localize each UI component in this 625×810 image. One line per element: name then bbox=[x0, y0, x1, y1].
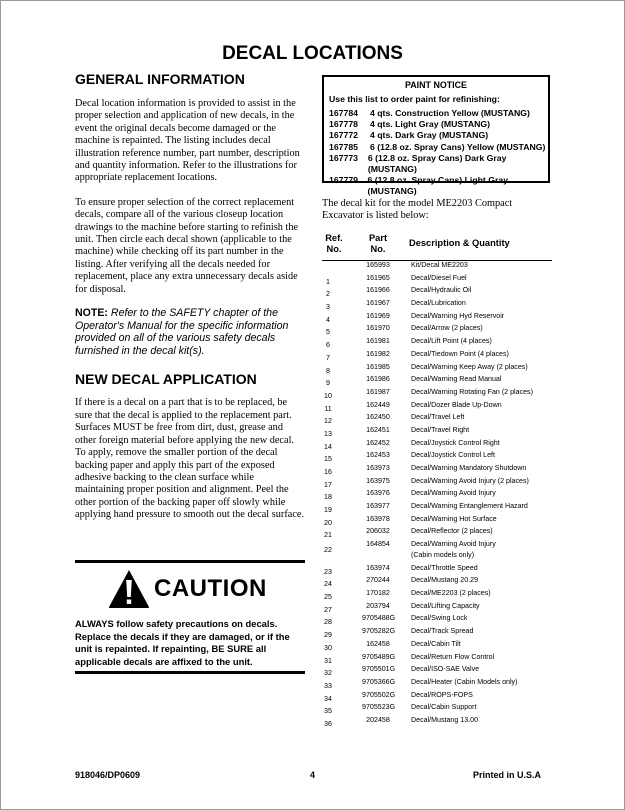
decal-description: Decal/Return Flow Control bbox=[411, 652, 495, 661]
part-number: 163973 bbox=[366, 464, 390, 472]
ref-number: 10 bbox=[324, 391, 332, 400]
general-information-heading: GENERAL INFORMATION bbox=[75, 71, 245, 87]
paint-item bbox=[329, 175, 548, 197]
part-number: 206032 bbox=[366, 527, 390, 536]
paint-description: 4 qts. Construction Yellow (MUSTANG) bbox=[370, 108, 530, 118]
table-row bbox=[322, 502, 552, 515]
table-row bbox=[322, 299, 552, 312]
decal-description: Decal/Warning Entanglement Hazard bbox=[411, 502, 528, 511]
table-row bbox=[322, 614, 552, 627]
safety-note bbox=[75, 307, 305, 357]
part-number: 163974 bbox=[366, 563, 390, 572]
table-row bbox=[322, 653, 552, 666]
paint-item bbox=[329, 130, 548, 141]
decal-description: Decal/Throttle Speed bbox=[411, 563, 478, 572]
paint-notice-subtitle: Use this list to order paint for refinishing: bbox=[329, 94, 500, 104]
paint-part-number: 167772 bbox=[329, 130, 358, 141]
decal-description: Decal/Joystick Control Right bbox=[411, 438, 500, 447]
decal-description: Decal/Warning Avoid Injury bbox=[411, 540, 496, 549]
ref-number: 14 bbox=[324, 442, 332, 451]
left-column bbox=[75, 71, 305, 522]
caution-text: ALWAYS follow safety precautions on decals. Replace the decals if they are damaged, or if the unit is repainted. If repainting, BE SURE all applicable decals are affixed to the unit. bbox=[75, 618, 290, 667]
ref-number: 25 bbox=[324, 593, 332, 602]
table-row bbox=[322, 678, 552, 691]
decal-description: Decal/ISO-SAE Valve bbox=[411, 665, 480, 674]
ref-number: 30 bbox=[324, 643, 332, 652]
table-row bbox=[322, 286, 552, 299]
ref-number: 11 bbox=[324, 404, 332, 413]
part-number: 161969 bbox=[366, 311, 390, 320]
table-row bbox=[322, 464, 552, 477]
ref-number: 17 bbox=[324, 480, 332, 489]
ref-number: 6 bbox=[326, 341, 330, 350]
ref-number: 2 bbox=[326, 290, 330, 299]
ref-number: 32 bbox=[324, 669, 332, 678]
ref-number: 24 bbox=[324, 580, 332, 589]
decal-description: Decal/Warning Rotating Fan (2 places) bbox=[411, 387, 533, 396]
ref-number: 34 bbox=[324, 694, 332, 703]
part-number: 270244 bbox=[366, 576, 390, 585]
footer-printed-in: Printed in U.S.A bbox=[473, 770, 542, 780]
paint-item bbox=[329, 119, 548, 130]
part-number: 9705523G bbox=[362, 703, 396, 712]
part-number: 9705489G bbox=[362, 652, 396, 661]
ref-number: 19 bbox=[324, 506, 332, 515]
paint-description: 6 (12.8 oz. Spray Cans) Dark Gray (MUSTANG) bbox=[367, 152, 507, 175]
part-number: 161965 bbox=[366, 273, 390, 282]
ref-number: 22 bbox=[324, 546, 332, 555]
paint-item bbox=[329, 153, 548, 175]
paint-part-number: 167773 bbox=[329, 152, 358, 163]
ref-number: 35 bbox=[324, 707, 332, 716]
table-row bbox=[322, 401, 552, 414]
part-number: 161981 bbox=[366, 337, 390, 346]
part-number: 161970 bbox=[366, 324, 390, 333]
paint-part-number: 167785 bbox=[329, 141, 358, 152]
paint-item bbox=[329, 142, 548, 153]
decal-description: Decal/Hydraulic Oil bbox=[411, 286, 472, 295]
table-row bbox=[322, 602, 552, 615]
part-number: 161985 bbox=[366, 362, 390, 371]
part-number: 203794 bbox=[366, 601, 390, 610]
table-row bbox=[322, 665, 552, 678]
ref-number: 7 bbox=[326, 353, 330, 362]
general-paragraph-2: To ensure proper selection of the correct replacement decals, compare all of the various closeup location drawings to the machine before starting to refinish the unit. Then circle each decal shown (applicable to the machine) while checking off its part number in the listing. After verifying all the decals needed for replacement, place any extra unnecessary decals aside for disposal. bbox=[75, 196, 299, 295]
table-row bbox=[322, 261, 552, 274]
ref-number: 27 bbox=[324, 605, 332, 614]
decal-description: Decal/Tiedown Point (4 places) bbox=[411, 349, 509, 358]
table-row bbox=[322, 426, 552, 439]
ref-number: 1 bbox=[326, 277, 330, 286]
table-row bbox=[322, 375, 552, 388]
warning-triangle-icon bbox=[108, 569, 150, 609]
paint-description: 6 (12.8 oz. Spray Cans) Yellow (MUSTANG) bbox=[370, 141, 546, 152]
part-number: 161986 bbox=[366, 375, 390, 384]
ref-number: 28 bbox=[324, 618, 332, 627]
ref-number: 36 bbox=[324, 719, 332, 728]
footer-doc-number: 918046/DP0609 bbox=[75, 770, 141, 780]
note-label: NOTE: bbox=[75, 307, 108, 320]
table-row bbox=[322, 312, 552, 325]
ref-column-header bbox=[322, 233, 346, 255]
table-row bbox=[322, 716, 552, 729]
paint-item bbox=[329, 108, 548, 119]
part-column-header bbox=[362, 233, 394, 255]
table-row bbox=[322, 274, 552, 287]
part-number: 202458 bbox=[366, 715, 390, 724]
decal-description: Decal/Warning Avoid Injury bbox=[411, 489, 496, 498]
decal-description: Decal/Lift Point (4 places) bbox=[411, 337, 492, 346]
table-row bbox=[322, 564, 552, 577]
part-header-line-1: Part bbox=[368, 233, 388, 243]
ref-number: 15 bbox=[324, 455, 332, 464]
paint-list bbox=[324, 108, 548, 198]
part-number: 9705501G bbox=[362, 665, 396, 674]
ref-number: 8 bbox=[326, 366, 330, 375]
part-header-line-2: No. bbox=[370, 244, 386, 254]
decal-description: Decal/Lubrication bbox=[411, 299, 466, 308]
paint-notice-title: PAINT NOTICE bbox=[405, 80, 467, 90]
decal-description: Decal/ME2203 (2 places) bbox=[411, 589, 491, 598]
part-number: 9705502G bbox=[362, 690, 396, 699]
decal-description: Decal/Mustang 20.29 bbox=[411, 576, 479, 585]
part-number: 9705282G bbox=[362, 627, 396, 636]
ref-number: 33 bbox=[324, 681, 332, 690]
table-row bbox=[322, 515, 552, 528]
ref-number: 13 bbox=[324, 429, 332, 438]
table-row bbox=[322, 589, 552, 602]
part-number: 163977 bbox=[366, 502, 390, 511]
part-number: 162449 bbox=[366, 400, 390, 409]
ref-number: 18 bbox=[324, 493, 332, 502]
ref-number: 12 bbox=[324, 417, 332, 426]
decal-table-header bbox=[322, 233, 552, 261]
ref-number: 9 bbox=[326, 379, 330, 388]
decal-description: Decal/Reflector (2 places) bbox=[411, 527, 493, 536]
part-number: 9705488G bbox=[362, 614, 396, 623]
decal-description: Decal/Lifting Capacity bbox=[411, 601, 480, 610]
table-row bbox=[322, 388, 552, 401]
footer-page-number: 4 bbox=[310, 770, 316, 780]
decal-description: Decal/Travel Left bbox=[411, 413, 465, 422]
part-number: 163978 bbox=[366, 514, 390, 523]
paint-part-number: 167779 bbox=[329, 175, 358, 186]
caution-word: CAUTION bbox=[154, 575, 267, 602]
part-number: 170182 bbox=[366, 589, 390, 598]
ref-number: 31 bbox=[324, 656, 332, 665]
part-number: 162451 bbox=[366, 425, 390, 434]
decal-description: Decal/Joystick Control Left bbox=[411, 451, 495, 460]
decal-description-note: (Cabin models only) bbox=[411, 550, 475, 559]
decal-description: Decal/Warning Mandatory Shutdown bbox=[411, 464, 527, 472]
table-row bbox=[322, 439, 552, 452]
table-row bbox=[322, 527, 552, 540]
decal-description: Decal/Arrow (2 places) bbox=[411, 324, 483, 333]
decal-description: Decal/Mustang 13.00 bbox=[411, 715, 479, 724]
ref-header-line-2: No. bbox=[326, 244, 342, 254]
table-row bbox=[322, 363, 552, 376]
part-number: 161966 bbox=[366, 286, 390, 295]
table-row bbox=[322, 477, 552, 490]
paint-part-number: 167784 bbox=[329, 108, 358, 118]
part-number: 161982 bbox=[366, 349, 390, 358]
table-row bbox=[322, 576, 552, 589]
table-row bbox=[322, 640, 552, 653]
ref-number: 5 bbox=[326, 328, 330, 337]
decal-kit-intro: The decal kit for the model ME2203 Compact Excavator is listed below: bbox=[322, 198, 513, 222]
decal-description: Decal/Warning Hot Surface bbox=[411, 514, 497, 523]
part-number: 164854 bbox=[366, 540, 390, 549]
ref-header-line-1: Ref. bbox=[325, 233, 343, 243]
part-number: 162450 bbox=[366, 413, 390, 422]
decal-description: Decal/ROPS-FOPS bbox=[411, 690, 473, 699]
decal-table-body bbox=[322, 261, 552, 729]
paint-description: 4 qts. Light Gray (MUSTANG) bbox=[370, 119, 491, 130]
ref-number: 4 bbox=[326, 315, 330, 324]
general-paragraph-1: Decal location information is provided to assist in the proper selection and application of new decals, in the event the original decals become damaged or the machine is repainted. The listing includes decal illustration reference number, part number, description and quantity information. Refer to the illustrations for appropriate replacement locations. bbox=[75, 98, 300, 184]
decal-description: Decal/Travel Right bbox=[411, 425, 470, 434]
part-number: 162458 bbox=[366, 639, 390, 648]
table-row bbox=[322, 703, 552, 716]
note-text: Refer to the SAFETY chapter of the Operator's Manual for the specific information provided on all of the various safety decals furnished in the decal kit(s). bbox=[75, 307, 289, 357]
decal-description: Decal/Dozer Blade Up-Down bbox=[411, 400, 502, 409]
decal-description: Kit/Decal ME2203 bbox=[411, 261, 468, 269]
ref-number: 21 bbox=[324, 531, 332, 540]
table-row bbox=[322, 350, 552, 363]
part-number: 161967 bbox=[366, 299, 390, 308]
decal-description: Decal/Track Spread bbox=[411, 627, 474, 636]
table-row bbox=[322, 627, 552, 640]
application-paragraph: If there is a decal on a part that is to be replaced, be sure that the decal is applied to the replacement part. Surfaces MUST be free from dirt, dust, grease and other foreign material before applying the new decal. To apply, remove the smaller portion of the decal backing paper and apply this part of the exposed adhesive backing to the clean surface while maintaining proper position and alignment. Peel the other portion of the backing paper off slowly while applying hand pressure to smooth out the decal surface. bbox=[75, 397, 305, 521]
paint-notice-box bbox=[322, 75, 550, 197]
table-row bbox=[322, 324, 552, 337]
table-row bbox=[322, 451, 552, 464]
ref-number: 16 bbox=[324, 468, 332, 476]
part-number: 163975 bbox=[366, 476, 390, 485]
caution-header bbox=[108, 569, 305, 609]
part-number: 9705366G bbox=[362, 677, 396, 686]
table-row bbox=[322, 540, 552, 564]
ref-number: 23 bbox=[324, 567, 332, 576]
decal-description: Decal/Warning Keep Away (2 places) bbox=[411, 362, 528, 371]
decal-description: Decal/Warning Avoid Injury (2 places) bbox=[411, 476, 529, 485]
part-number: 161987 bbox=[366, 387, 390, 396]
part-number: 163976 bbox=[366, 489, 390, 498]
page-title: DECAL LOCATIONS bbox=[222, 43, 403, 64]
paint-description: 6 (12.8 oz. Spray Cans) Light Gray (MUSTANG) bbox=[367, 175, 509, 197]
decal-description: Decal/Swing Lock bbox=[411, 614, 468, 623]
table-row bbox=[322, 691, 552, 704]
decal-description: Decal/Cabin Tilt bbox=[411, 639, 461, 648]
decal-description: Decal/Heater (Cabin Models only) bbox=[411, 677, 518, 686]
decal-description: Decal/Cabin Support bbox=[411, 703, 477, 712]
paint-description: 4 qts. Dark Gray (MUSTANG) bbox=[370, 130, 489, 141]
part-number: 162453 bbox=[366, 451, 390, 460]
ref-number: 3 bbox=[326, 303, 330, 312]
decal-description: Decal/Warning Hyd Reservoir bbox=[411, 311, 505, 320]
part-number: 165993 bbox=[366, 261, 390, 269]
new-decal-application-heading: NEW DECAL APPLICATION bbox=[75, 371, 257, 388]
ref-number: 29 bbox=[324, 631, 332, 640]
paint-part-number: 167778 bbox=[329, 119, 358, 130]
part-number: 162452 bbox=[366, 438, 390, 447]
table-row bbox=[322, 489, 552, 502]
description-column-header: Description & Quantity bbox=[409, 238, 510, 248]
table-row bbox=[322, 413, 552, 426]
decal-description: Decal/Diesel Fuel bbox=[411, 273, 467, 282]
ref-number: 20 bbox=[324, 518, 332, 527]
decal-description: Decal/Warning Read Manual bbox=[411, 375, 502, 384]
caution-box bbox=[75, 560, 305, 674]
table-row bbox=[322, 337, 552, 350]
